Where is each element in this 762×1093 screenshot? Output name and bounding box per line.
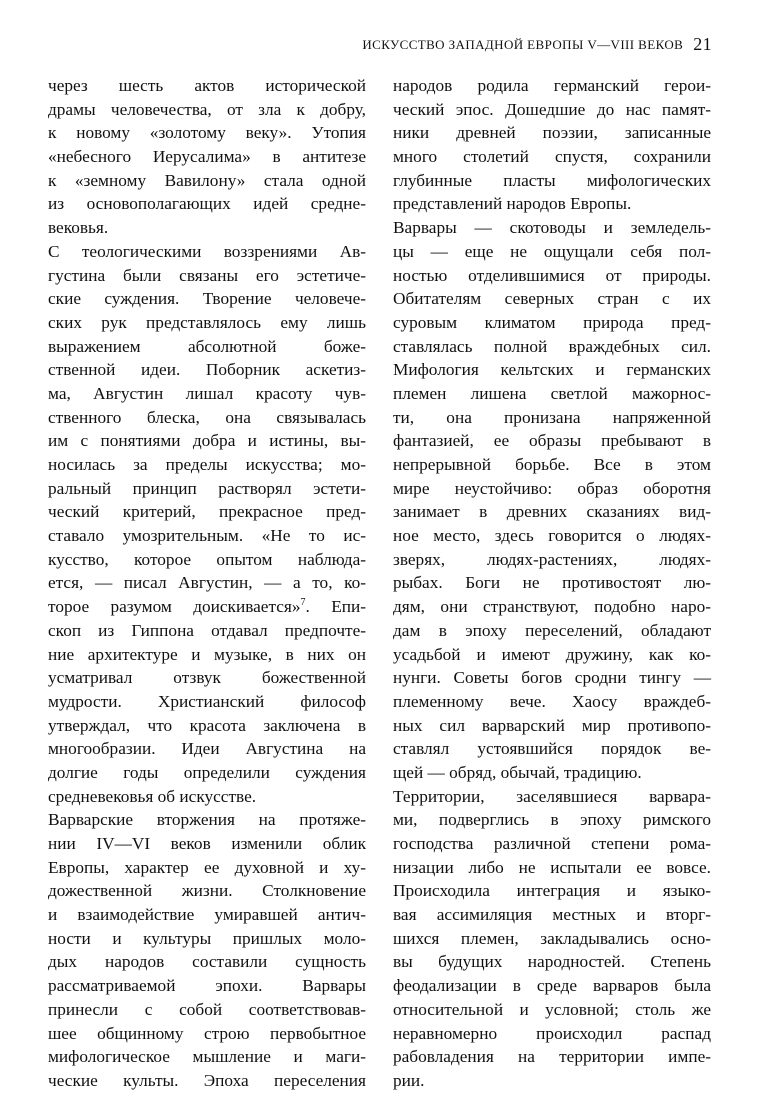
text-line: вековья. [48,218,109,238]
text-line: густина были связаны его эстетиче- [48,265,366,285]
text-line: Происходила интеграция и языко- [393,881,711,901]
text-line: Варвары — скотоводы и земледель- [393,218,711,238]
text-line: непрерывной борьбе. Все в этом [393,455,711,474]
text-line: к новому «золотому веку». Утопия [48,123,366,143]
text-line: принесли с собой соответствовав- [48,999,366,1019]
text-line: фантазией, ее образы пребывают в [393,431,711,451]
text-line: выражением абсолютной боже- [48,336,366,356]
text-line: ти, она пронизана напряженной [393,407,711,427]
text-line: ми, подверглись в эпоху римского [393,810,711,830]
text-line: ставлял устоявшийся порядок ве- [393,739,711,759]
text-line: через шесть актов исторической [48,76,366,95]
text-line: господства различной степени рома- [393,834,711,853]
text-line: ние архитектуре и музыке, в них он [48,644,366,664]
text-line: относительной и условной; столь же [393,999,711,1019]
text-line: шихся племен, закладывались осно- [393,928,711,948]
text-line: из основополагающих идей средне- [48,194,366,214]
text-line: ральный принцип растворял эстети- [48,478,366,498]
text-line: мифологическое мышление и маги- [48,1047,366,1067]
text-line: ма, Августин лишал красоту чув- [48,383,366,403]
text-line: ческие культы. Эпоха переселения [48,1070,366,1090]
running-header [362,34,712,55]
text-line: много столетий спустя, сохранили [393,147,711,167]
text-line: ческий эпос. Дошедшие до нас памят- [393,99,711,119]
text-line: низации либо не испытали ее вовсе. [393,857,711,877]
text-line: ники древней поэзии, записанные [393,123,711,143]
text-line: носилась за пределы искусства; мо- [48,455,366,474]
text-line: средневековья об искусстве. [48,786,257,806]
text-line: и взаимодействие умиравшей антич- [48,905,366,925]
text-line: драмы человечества, от зла к добру, [48,99,366,119]
page-number: 21 [693,34,712,54]
left-column [48,74,366,1093]
text-line: зверях, людях-растениях, людях- [393,549,711,569]
text-line: народов родила германский герои- [393,76,711,95]
text-line: усадьбой и имеют дружину, как ко- [393,644,711,664]
right-column [393,74,711,1093]
text-line: ных сил варварский мир противопо- [393,715,711,735]
text-line: дам в эпоху переселений, обладают [393,620,711,640]
text-line: щей — обряд, обычай, традицию. [393,762,642,782]
footnote-ref: 7 [300,597,306,609]
text-line: ностью отделившимися от природы. [393,265,711,285]
text-line: ное место, здесь говорится о людях- [393,526,711,546]
text-line: вая ассимиляция местных и вторг- [393,905,711,925]
text-line: ставлялась полной враждебных сил. [393,336,711,356]
text-line: к «земному Вавилону» стала одной [48,170,366,190]
text-line: ственного блеска, она связывалась [48,407,366,427]
text-line: ские суждения. Творение человече- [48,289,366,309]
text-line: шее общинному строю первобытное [48,1023,366,1043]
text-line: неравномерно происходил распад [393,1023,711,1043]
text-line: феодализации в среде варваров была [393,976,711,996]
running-title: ИСКУССТВО ЗАПАДНОЙ ЕВРОПЫ V—VIII ВЕКОВ [362,37,684,52]
text-line: ности и культуры пришлых моло- [48,928,366,948]
text-line: представлений народов Европы. [393,194,632,214]
text-line: ских рук представлялось ему лишь [48,312,366,332]
text-line: племен лишена светлой мажорнос- [393,383,711,403]
text-line: ется, — писал Августин, — а то, ко- [48,573,366,593]
text-line: глубинные пласты мифологических [393,170,711,190]
text-line: Европы, характер ее духовной и ху- [48,857,366,877]
text-line: скоп из Гиппона отдавал предпочте- [48,620,366,640]
text-line: ческий критерий, прекрасное пред- [48,502,366,522]
text-line: им с понятиями добра и истины, вы- [48,431,366,451]
text-line: утверждал, что красота заключена в [48,715,366,735]
text-line: дожественной жизни. Столкновение [48,881,366,901]
text-line: нии IV—VI веков изменили облик [48,834,366,853]
text-line: долгие годы определили суждения [48,762,366,782]
text-line: Обитателям северных стран с их [393,289,711,309]
text-line: торое разумом доискивается»$^7$. Епи- [48,597,366,617]
text-line: кусство, которое опытом наблюда- [48,549,366,569]
text-line: мире неустойчиво: образ оборотня [393,478,711,498]
text-line: ственной идеи. Поборник аскетиз- [48,360,366,380]
text-line: усматривал отзвук божественной [48,668,366,688]
text-line: нунги. Советы богов сродни тингу — [393,668,711,688]
text-line: дям, они странствуют, подобно наро- [393,597,711,617]
text-line: рыбах. Боги не противостоят лю- [393,573,711,593]
text-line: «небесного Иерусалима» в антитезе [48,147,366,167]
text-line: С теологическими воззрениями Ав- [48,241,366,261]
text-line: цы — еще не ощущали себя пол- [393,241,711,261]
text-line: мудрости. Христианский философ [48,691,366,711]
text-line: Мифология кельтских и германских [393,360,711,380]
text-line: ставало умозрительным. «Не то ис- [48,526,366,546]
text-line: рии. [393,1070,425,1090]
text-line: Варварские вторжения на протяже- [48,810,366,830]
text-line: племенному вече. Хаосу враждеб- [393,691,711,711]
text-line: многообразии. Идеи Августина на [48,739,366,759]
text-line: дых народов составили сущность [48,952,366,972]
text-line: рассматриваемой эпохи. Варвары [48,976,366,996]
text-line: вы будущих народностей. Степень [393,952,711,972]
text-line: рабовладения на территории импе- [393,1047,711,1067]
text-line: Территории, заселявшиеся варвара- [393,786,711,806]
text-line: занимает в древних сказаниях вид- [393,502,711,522]
text-line: суровым климатом природа пред- [393,312,711,332]
